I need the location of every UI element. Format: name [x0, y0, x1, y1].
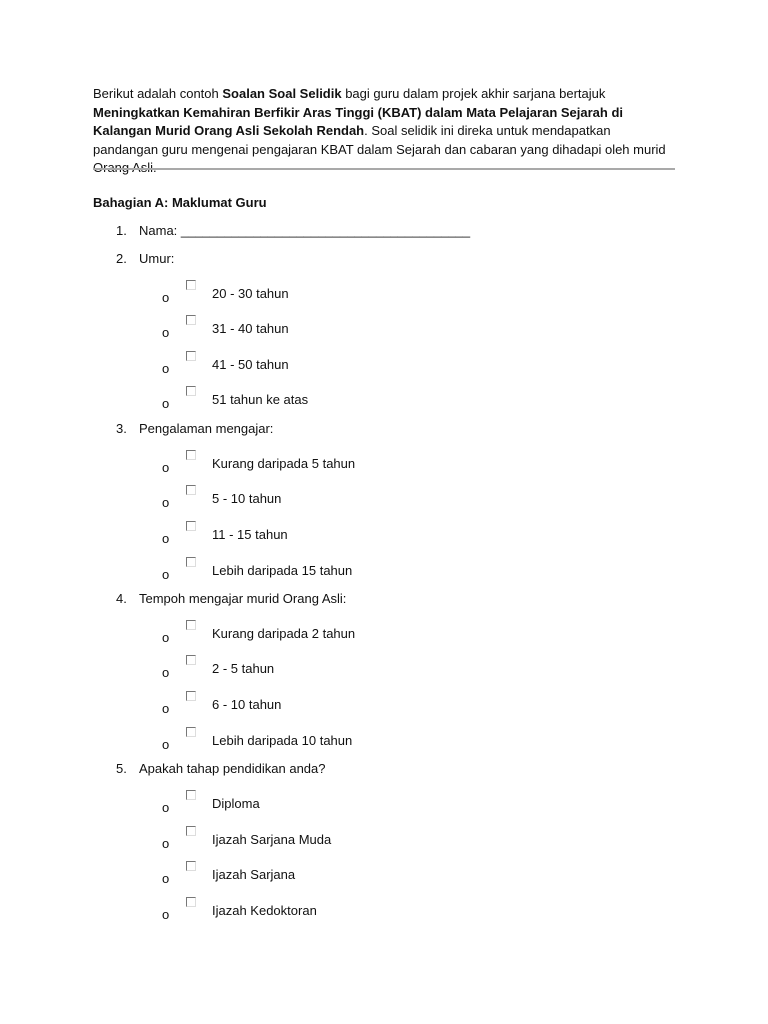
- question-4: [116, 591, 346, 606]
- option-label: Ijazah Sarjana Muda: [212, 832, 332, 847]
- bullet-marker: o: [162, 871, 170, 886]
- bullet-marker: o: [162, 361, 170, 376]
- option-label: Lebih daripada 15 tahun: [212, 563, 353, 578]
- option-pendidikan-3[interactable]: [162, 867, 462, 887]
- horizontal-divider: [93, 168, 675, 170]
- checkbox[interactable]: [186, 485, 196, 495]
- question-3: [116, 421, 273, 436]
- bullet-marker: o: [162, 460, 170, 475]
- checkbox[interactable]: [186, 620, 196, 630]
- bullet-marker: o: [162, 701, 170, 716]
- bullet-marker: o: [162, 290, 170, 305]
- bullet-marker: o: [162, 325, 170, 340]
- checkbox[interactable]: [186, 861, 196, 871]
- intro-text-1: Berikut adalah contoh: [93, 86, 223, 101]
- option-label: Kurang daripada 5 tahun: [212, 456, 356, 471]
- question-text: Apakah tahap pendidikan anda?: [139, 761, 326, 776]
- checkbox[interactable]: [186, 351, 196, 361]
- bullet-marker: o: [162, 665, 170, 680]
- option-label: 51 tahun ke atas: [212, 392, 309, 407]
- question-text: Nama: ________________________________________: [139, 223, 471, 238]
- section-title: Bahagian A: Maklumat Guru: [93, 195, 267, 210]
- bullet-marker: o: [162, 630, 170, 645]
- option-label: Ijazah Sarjana: [212, 867, 296, 882]
- intro-text-3: . Soal selidik ini direka untuk mendapatkan pandangan guru mengenai pengajaran KBAT dalam Sejarah dan cabaran yang dihadapi oleh murid: [93, 123, 666, 157]
- option-pengalaman-2[interactable]: [162, 491, 462, 511]
- option-label: Kurang daripada 2 tahun: [212, 626, 356, 641]
- question-number: 5.: [116, 761, 127, 776]
- bullet-marker: o: [162, 737, 170, 752]
- question-2: [116, 251, 174, 266]
- option-pendidikan-2[interactable]: [162, 832, 462, 852]
- intro-bold-1: Soalan Soal Selidik: [222, 86, 342, 101]
- question-number: 1.: [116, 223, 127, 238]
- option-pengalaman-3[interactable]: [162, 527, 462, 547]
- bullet-marker: o: [162, 907, 170, 922]
- question-number: 4.: [116, 591, 127, 606]
- intro-text-2: bagi guru dalam projek akhir sarjana bertajuk: [341, 86, 606, 101]
- bullet-marker: o: [162, 567, 170, 582]
- option-label: 6 - 10 tahun: [212, 697, 282, 712]
- checkbox[interactable]: [186, 557, 196, 567]
- option-umur-31-40[interactable]: [162, 321, 462, 341]
- bullet-marker: o: [162, 836, 170, 851]
- option-label: 31 - 40 tahun: [212, 321, 289, 336]
- checkbox[interactable]: [186, 826, 196, 836]
- option-label: Ijazah Kedoktoran: [212, 903, 317, 918]
- option-tempoh-1[interactable]: [162, 626, 462, 646]
- option-label: Diploma: [212, 796, 260, 811]
- question-text: Tempoh mengajar murid Orang Asli:: [139, 591, 347, 606]
- option-label: 20 - 30 tahun: [212, 286, 289, 301]
- intro-paragraph: [93, 85, 678, 178]
- bullet-marker: o: [162, 495, 170, 510]
- option-pendidikan-4[interactable]: [162, 903, 462, 923]
- checkbox[interactable]: [186, 315, 196, 325]
- option-label: 5 - 10 tahun: [212, 491, 282, 506]
- bullet-marker: o: [162, 531, 170, 546]
- option-umur-51-plus[interactable]: [162, 392, 462, 412]
- option-pengalaman-1[interactable]: [162, 456, 462, 476]
- checkbox[interactable]: [186, 280, 196, 290]
- checkbox[interactable]: [186, 386, 196, 396]
- question-5: [116, 761, 326, 776]
- checkbox[interactable]: [186, 727, 196, 737]
- checkbox[interactable]: [186, 521, 196, 531]
- bullet-marker: o: [162, 396, 170, 411]
- checkbox[interactable]: [186, 790, 196, 800]
- option-label: Lebih daripada 10 tahun: [212, 733, 353, 748]
- intro-bold-title: Meningkatkan Kemahiran Berfikir Aras Tinggi (KBAT) dalam Mata Pelajaran Sejarah di Kalangan Murid Orang Asli Sekolah Rendah: [93, 104, 624, 138]
- option-pengalaman-4[interactable]: [162, 563, 462, 583]
- option-tempoh-4[interactable]: [162, 733, 462, 753]
- option-umur-41-50[interactable]: [162, 357, 462, 377]
- option-label: 41 - 50 tahun: [212, 357, 289, 372]
- option-label: 11 - 15 tahun: [212, 527, 288, 542]
- question-number: 3.: [116, 421, 127, 436]
- checkbox[interactable]: [186, 450, 196, 460]
- question-text: Umur:: [139, 251, 175, 266]
- option-umur-20-30[interactable]: [162, 286, 462, 306]
- option-pendidikan-1[interactable]: [162, 796, 462, 816]
- checkbox[interactable]: [186, 691, 196, 701]
- option-tempoh-2[interactable]: [162, 661, 462, 681]
- bullet-marker: o: [162, 800, 170, 815]
- option-label: 2 - 5 tahun: [212, 661, 275, 676]
- option-tempoh-3[interactable]: [162, 697, 462, 717]
- question-number: 2.: [116, 251, 127, 266]
- question-text: Pengalaman mengajar:: [139, 421, 274, 436]
- checkbox[interactable]: [186, 655, 196, 665]
- checkbox[interactable]: [186, 897, 196, 907]
- question-1: [116, 223, 470, 238]
